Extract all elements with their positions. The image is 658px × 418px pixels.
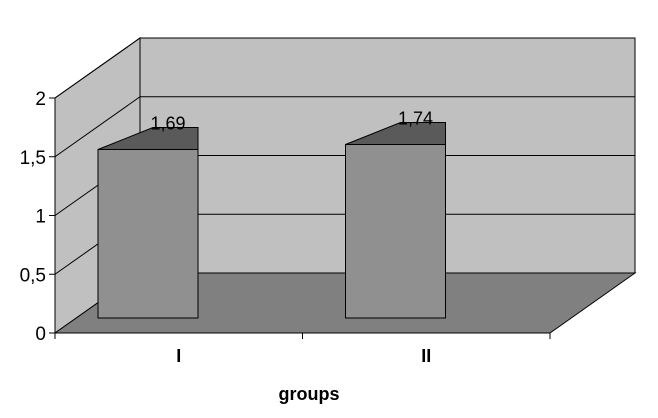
x-tick-label: II [421, 346, 432, 366]
y-tick-labels [20, 89, 46, 345]
data-label: 1,69 [150, 113, 186, 134]
x-tick-labels [176, 346, 431, 366]
bar [98, 127, 198, 318]
y-tick-label: 0,5 [19, 265, 46, 287]
y-tick-label: 1 [35, 206, 46, 228]
bar-front [346, 145, 446, 318]
y-tick-label: 0 [35, 324, 46, 345]
x-tick-label: I [176, 346, 182, 366]
y-tick-label: 1,5 [19, 147, 46, 169]
data-label: 1,74 [397, 108, 434, 129]
bar-front [98, 149, 198, 318]
bar [346, 123, 446, 318]
y-tick-label: 2 [35, 89, 46, 110]
x-axis-title: groups [278, 384, 340, 404]
